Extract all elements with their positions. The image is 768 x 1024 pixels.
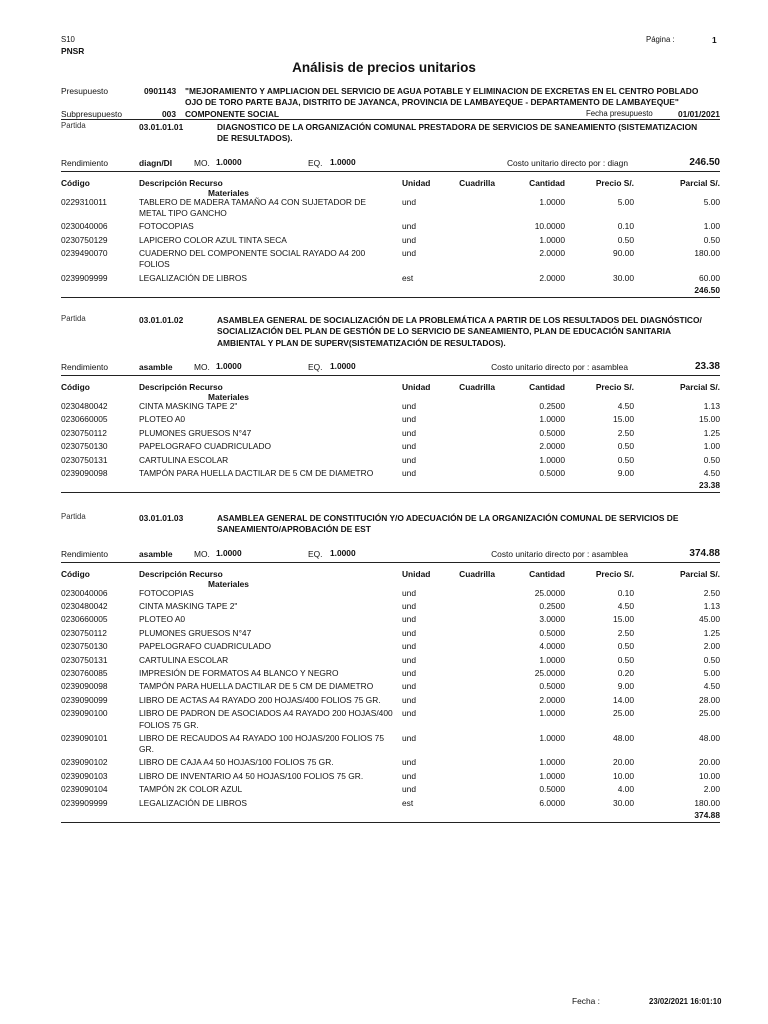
item-unidad: und: [402, 427, 416, 438]
item-codigo: 0239090099: [61, 694, 108, 705]
item-precio: 30.00: [613, 797, 634, 808]
eq-value: 1.0000: [330, 360, 356, 371]
item-cantidad: 0.2500: [539, 601, 565, 611]
partida-code: 03.01.01.02: [139, 315, 184, 325]
item-unidad: und: [402, 732, 416, 743]
item-descripcion: CARTULINA ESCOLAR: [139, 454, 229, 465]
partida-label: Partida: [61, 314, 86, 323]
item-unidad: und: [402, 441, 416, 452]
item-unidad: und: [402, 668, 416, 678]
item-parcial: 45.00: [699, 614, 720, 625]
item-cantidad: 0.5000: [539, 627, 565, 638]
item-precio: 10.00: [613, 770, 634, 781]
item-descripcion: PAPELOGRAFO CUADRICULADO: [139, 441, 272, 452]
item-descripcion: LEGALIZACIÓN DE LIBROS: [139, 272, 247, 283]
column-header-parcial: Parcial S/.: [679, 381, 720, 392]
costo-unitario-value: 374.88: [689, 547, 720, 559]
item-unidad: und: [402, 784, 416, 795]
item-cantidad: 25.0000: [534, 587, 565, 598]
item-codigo: 0230760085: [61, 668, 108, 678]
item-precio: 0.50: [617, 441, 634, 452]
item-unidad: und: [402, 196, 416, 207]
item-parcial: 2.00: [703, 641, 720, 652]
item-precio: 25.00: [613, 708, 634, 719]
item-codigo: 0230660005: [61, 614, 108, 625]
partida-code: 03.01.01.01: [139, 122, 184, 132]
item-cantidad: 2.0000: [539, 694, 565, 705]
item-unidad: und: [402, 757, 416, 768]
item-descripcion: TABLERO DE MADERA TAMAÑO A4 CON SUJETADOR DE: [139, 196, 366, 207]
costo-unitario-label: Costo unitario directo por : diagn: [506, 157, 628, 168]
footer-fecha: 23/02/2021 16:01:10: [649, 997, 722, 1006]
item-parcial: 10.00: [699, 770, 720, 781]
item-precio: 0.50: [617, 234, 634, 245]
eq-value: 1.0000: [330, 156, 356, 167]
costo-unitario-value: 246.50: [689, 156, 720, 168]
column-header-descripcion: Descripción Recurso: [139, 381, 223, 392]
divider: [61, 119, 720, 120]
rendimiento-label: Rendimiento: [61, 157, 109, 168]
item-descripcion: TAMPÓN 2K COLOR AZUL: [139, 784, 243, 795]
column-header-cuadrilla: Cuadrilla: [459, 381, 495, 392]
item-cantidad: 6.0000: [539, 797, 565, 808]
divider: [61, 297, 720, 298]
item-descripcion: LEGALIZACIÓN DE LIBROS: [139, 797, 247, 808]
costo-unitario-label: Costo unitario directo por : asamblea: [491, 361, 628, 372]
partida-label: Partida: [61, 512, 86, 521]
divider: [61, 375, 720, 376]
item-codigo: 0239090102: [61, 757, 108, 768]
item-unidad: und: [402, 641, 416, 652]
item-parcial: 25.00: [699, 708, 720, 719]
item-cantidad: 3.0000: [539, 614, 565, 625]
item-cantidad: 1.0000: [539, 196, 565, 207]
column-header-codigo: Código: [61, 177, 90, 188]
section-total: 23.38: [699, 480, 720, 491]
item-cantidad: 1.0000: [539, 732, 565, 743]
column-header-descripcion: Descripción Recurso: [139, 568, 223, 579]
item-codigo: 0230480042: [61, 400, 108, 411]
rendimiento-label: Rendimiento: [61, 548, 109, 559]
item-parcial: 1.25: [703, 627, 720, 638]
item-descripcion: METAL TIPO GANCHO: [139, 207, 227, 218]
item-descripcion: FOTOCOPIAS: [139, 221, 194, 232]
divider: [61, 492, 720, 493]
item-codigo: 0230480042: [61, 601, 108, 611]
column-header-codigo: Código: [61, 568, 90, 579]
item-descripcion: CARTULINA ESCOLAR: [139, 654, 229, 665]
item-precio: 2.50: [617, 627, 634, 638]
item-parcial: 1.13: [703, 601, 720, 611]
item-parcial: 180.00: [694, 797, 720, 808]
column-header-cantidad: Cantidad: [529, 177, 565, 188]
column-header-cantidad: Cantidad: [529, 568, 565, 579]
item-codigo: 0230750130: [61, 641, 108, 652]
partida-code: 03.01.01.03: [139, 513, 184, 523]
item-precio: 4.00: [617, 784, 634, 795]
item-codigo: 0230750112: [61, 627, 107, 638]
item-codigo: 0239090103: [61, 770, 108, 781]
mo-value: 1.0000: [216, 547, 242, 558]
mo-label: MO.: [194, 157, 210, 168]
item-parcial: 28.00: [699, 694, 720, 705]
item-parcial: 0.50: [703, 454, 720, 465]
item-unidad: und: [402, 654, 416, 665]
materiales-heading: Materiales: [208, 187, 249, 198]
report-code: S10: [61, 35, 75, 44]
item-descripcion: PLUMONES GRUESOS N°47: [139, 627, 252, 638]
item-unidad: und: [402, 694, 416, 705]
item-descripcion: CUADERNO DEL COMPONENTE SOCIAL RAYADO A4 200: [139, 248, 366, 258]
item-codigo: 0239909999: [61, 272, 108, 283]
item-descripcion: LIBRO DE ACTAS A4 RAYADO 200 HOJAS/400 FOLIOS 75 GR.: [139, 694, 381, 705]
item-descripcion: FOLIOS: [139, 259, 170, 270]
item-descripcion: FOLIOS 75 GR.: [139, 719, 199, 730]
divider: [61, 562, 720, 563]
column-header-unidad: Unidad: [402, 568, 431, 579]
item-parcial: 1.00: [703, 441, 720, 452]
page-title: Análisis de precios unitarios: [292, 60, 476, 75]
item-descripcion: TAMPÓN PARA HUELLA DACTILAR DE 5 CM DE DIAMETRO: [139, 681, 374, 692]
item-unidad: und: [402, 770, 416, 781]
item-codigo: 0239490070: [61, 248, 108, 258]
item-parcial: 5.00: [703, 668, 720, 678]
item-precio: 15.00: [613, 614, 634, 625]
item-unidad: und: [402, 248, 416, 258]
item-cantidad: 0.5000: [539, 784, 565, 795]
item-parcial: 48.00: [699, 732, 720, 743]
item-descripcion: GR.: [139, 744, 154, 755]
eq-value: 1.0000: [330, 547, 356, 558]
item-descripcion: CINTA MASKING TAPE 2": [139, 601, 238, 611]
item-precio: 15.00: [613, 414, 634, 425]
rendimiento-value: diagn/DI: [139, 157, 173, 168]
item-unidad: und: [402, 708, 416, 719]
item-parcial: 4.50: [703, 467, 720, 478]
item-cantidad: 25.0000: [534, 668, 565, 678]
column-header-unidad: Unidad: [402, 177, 431, 188]
eq-label: EQ.: [308, 548, 323, 559]
column-header-codigo: Código: [61, 381, 90, 392]
item-precio: 0.50: [617, 454, 634, 465]
subpresupuesto-code: 003: [162, 109, 176, 119]
section-total: 246.50: [694, 285, 720, 295]
materiales-heading: Materiales: [208, 578, 249, 589]
materiales-heading: Materiales: [208, 391, 249, 402]
item-precio: 9.00: [617, 681, 634, 692]
item-unidad: und: [402, 414, 416, 425]
item-cantidad: 1.0000: [539, 757, 565, 768]
costo-unitario-value: 23.38: [694, 360, 720, 372]
item-descripcion: PLUMONES GRUESOS N°47: [139, 427, 252, 438]
column-header-cuadrilla: Cuadrilla: [459, 568, 495, 579]
item-parcial: 1.13: [703, 400, 720, 411]
partida-description: DE RESULTADOS).: [217, 133, 293, 144]
item-parcial: 15.00: [699, 414, 720, 425]
item-descripcion: IMPRESIÓN DE FORMATOS A4 BLANCO Y NEGRO: [139, 668, 339, 678]
mo-label: MO.: [194, 361, 210, 372]
item-cantidad: 0.5000: [539, 467, 565, 478]
item-parcial: 5.00: [703, 196, 720, 207]
item-parcial: 180.00: [694, 248, 720, 258]
divider: [61, 822, 720, 823]
item-parcial: 4.50: [703, 681, 720, 692]
item-unidad: und: [402, 400, 416, 411]
item-codigo: 0229310011: [61, 196, 107, 207]
item-unidad: und: [402, 681, 416, 692]
item-descripcion: LAPICERO COLOR AZUL TINTA SECA: [139, 234, 287, 245]
item-precio: 0.50: [617, 641, 634, 652]
item-codigo: 0239090104: [61, 784, 108, 795]
item-precio: 20.00: [613, 757, 634, 768]
item-codigo: 0230040006: [61, 587, 108, 598]
section-total: 374.88: [694, 810, 720, 820]
item-descripcion: PLOTEO A0: [139, 614, 186, 625]
item-precio: 48.00: [613, 732, 634, 743]
item-precio: 0.20: [617, 668, 634, 678]
rendimiento-value: asamble: [139, 548, 173, 559]
column-header-precio: Precio S/.: [595, 381, 634, 392]
item-precio: 0.10: [617, 587, 634, 598]
subpresupuesto-name: COMPONENTE SOCIAL: [185, 109, 279, 119]
item-descripcion: TAMPÓN PARA HUELLA DACTILAR DE 5 CM DE DIAMETRO: [139, 467, 374, 478]
presupuesto-name-line2: OJO DE TORO PARTE BAJA, DISTRITO DE JAYANCA, PROVINCIA DE LAMBAYEQUE - DEPARTAMENTO DE LAMBAYEQUE": [185, 97, 679, 107]
item-parcial: 20.00: [699, 757, 720, 768]
partida-description: AMBIENTAL Y PLAN DE SUPERV(SISTEMATIZACIÓN DE RESULTADOS).: [217, 337, 506, 348]
item-codigo: 0239090098: [61, 467, 108, 478]
fecha-presupuesto: 01/01/2021: [678, 109, 720, 119]
item-parcial: 0.50: [703, 654, 720, 665]
presupuesto-name-line1: "MEJORAMIENTO Y AMPLIACION DEL SERVICIO DE AGUA POTABLE Y ELIMINACION DE EXCRETAS EN EL CENTRO POBLADO: [185, 86, 699, 96]
company-name: PNSR: [61, 46, 85, 56]
column-header-precio: Precio S/.: [595, 568, 634, 579]
item-precio: 4.50: [617, 601, 634, 611]
presupuesto-label: Presupuesto: [61, 86, 109, 96]
column-header-parcial: Parcial S/.: [679, 568, 720, 579]
presupuesto-code: 0901143: [144, 86, 177, 96]
item-codigo: 0230750131: [61, 654, 108, 665]
column-header-precio: Precio S/.: [595, 177, 634, 188]
item-parcial: 60.00: [699, 272, 720, 283]
item-cantidad: 2.0000: [539, 248, 565, 258]
item-cantidad: 1.0000: [539, 654, 565, 665]
partida-description: SANEAMIENTO/APROBACIÓN DE EST: [217, 524, 371, 535]
item-precio: 0.50: [617, 654, 634, 665]
item-descripcion: FOTOCOPIAS: [139, 587, 194, 598]
item-descripcion: CINTA MASKING TAPE 2": [139, 400, 238, 411]
item-cantidad: 1.0000: [539, 414, 565, 425]
item-cantidad: 1.0000: [539, 708, 565, 719]
item-precio: 30.00: [613, 272, 634, 283]
item-unidad: und: [402, 221, 416, 232]
divider: [61, 171, 720, 172]
partida-description: DIAGNOSTICO DE LA ORGANIZACIÓN COMUNAL PRESTADORA DE SERVICIOS DE SANEAMIENTO (SISTEMATIZACION: [217, 122, 698, 132]
item-cantidad: 2.0000: [539, 441, 565, 452]
column-header-cuadrilla: Cuadrilla: [459, 177, 495, 188]
item-precio: 2.50: [617, 427, 634, 438]
item-descripcion: PAPELOGRAFO CUADRICULADO: [139, 641, 272, 652]
fecha-presupuesto-label: Fecha presupuesto: [586, 109, 653, 118]
item-codigo: 0239090101: [61, 732, 108, 743]
mo-value: 1.0000: [216, 360, 242, 371]
item-precio: 9.00: [617, 467, 634, 478]
item-precio: 0.10: [617, 221, 634, 232]
page-label: Página :: [646, 35, 675, 44]
eq-label: EQ.: [308, 361, 323, 372]
mo-value: 1.0000: [216, 156, 242, 167]
item-unidad: est: [402, 797, 414, 808]
item-precio: 4.50: [617, 400, 634, 411]
item-unidad: und: [402, 627, 416, 638]
item-unidad: und: [402, 467, 416, 478]
item-cantidad: 2.0000: [539, 272, 565, 283]
footer-fecha-label: Fecha :: [572, 996, 600, 1006]
item-parcial: 0.50: [703, 234, 720, 245]
item-codigo: 0230040006: [61, 221, 108, 232]
column-header-parcial: Parcial S/.: [679, 177, 720, 188]
costo-unitario-label: Costo unitario directo por : asamblea: [491, 548, 628, 559]
item-cantidad: 1.0000: [539, 770, 565, 781]
item-codigo: 0239909999: [61, 797, 108, 808]
item-descripcion: LIBRO DE CAJA A4 50 HOJAS/100 FOLIOS 75 GR.: [139, 757, 334, 768]
partida-label: Partida: [61, 121, 86, 130]
item-precio: 14.00: [613, 694, 634, 705]
item-unidad: und: [402, 454, 416, 465]
item-descripcion: PLOTEO A0: [139, 414, 186, 425]
item-cantidad: 0.5000: [539, 681, 565, 692]
item-cantidad: 1.0000: [539, 454, 565, 465]
item-cantidad: 0.5000: [539, 427, 565, 438]
item-cantidad: 10.0000: [534, 221, 565, 232]
item-descripcion: LIBRO DE INVENTARIO A4 50 HOJAS/100 FOLIOS 75 GR.: [139, 770, 364, 781]
item-unidad: und: [402, 614, 416, 625]
item-codigo: 0230750130: [61, 441, 108, 452]
item-parcial: 1.00: [703, 221, 720, 232]
item-unidad: und: [402, 234, 416, 245]
column-header-cantidad: Cantidad: [529, 381, 565, 392]
item-codigo: 0230750112: [61, 427, 107, 438]
subpresupuesto-label: Subpresupuesto: [61, 109, 122, 119]
page-number: 1: [712, 35, 717, 45]
item-codigo: 0230750131: [61, 454, 108, 465]
partida-description: ASAMBLEA GENERAL DE SOCIALIZACIÓN DE LA PROBLEMÁTICA A PARTIR DE LOS RESULTADOS DEL DIAGNÓSTICO/: [217, 315, 702, 325]
eq-label: EQ.: [308, 157, 323, 168]
item-precio: 90.00: [613, 248, 634, 258]
item-precio: 5.00: [617, 196, 634, 207]
item-cantidad: 4.0000: [539, 641, 565, 652]
rendimiento-value: asamble: [139, 361, 173, 372]
item-codigo: 0230660005: [61, 414, 108, 425]
partida-description: ASAMBLEA GENERAL DE CONSTITUCIÓN Y/O ADECUACIÓN DE LA ORGANIZACIÓN COMUNAL DE SERVICIOS DE: [217, 513, 679, 523]
item-parcial: 2.00: [703, 784, 720, 795]
item-parcial: 1.25: [703, 427, 720, 438]
item-cantidad: 0.2500: [539, 400, 565, 411]
column-header-descripcion: Descripción Recurso: [139, 177, 223, 188]
partida-description: SOCIALIZACIÓN DEL PLAN DE GESTIÓN DE LO SERVICIO DE SANEAMIENTO, PLAN DE EDUCACIÓN SANITARIA: [217, 326, 671, 337]
column-header-unidad: Unidad: [402, 381, 431, 392]
item-codigo: 0239090098: [61, 681, 108, 692]
rendimiento-label: Rendimiento: [61, 361, 109, 372]
item-unidad: est: [402, 272, 414, 283]
item-cantidad: 1.0000: [539, 234, 565, 245]
item-descripcion: LIBRO DE PADRON DE ASOCIADOS A4 RAYADO 200 HOJAS/400: [139, 708, 393, 719]
item-codigo: 0230750129: [61, 234, 108, 245]
item-descripcion: LIBRO DE RECAUDOS A4 RAYADO 100 HOJAS/200 FOLIOS 75: [139, 732, 384, 743]
item-codigo: 0239090100: [61, 708, 108, 719]
item-unidad: und: [402, 601, 416, 611]
mo-label: MO.: [194, 548, 210, 559]
item-parcial: 2.50: [703, 587, 720, 598]
item-unidad: und: [402, 587, 416, 598]
